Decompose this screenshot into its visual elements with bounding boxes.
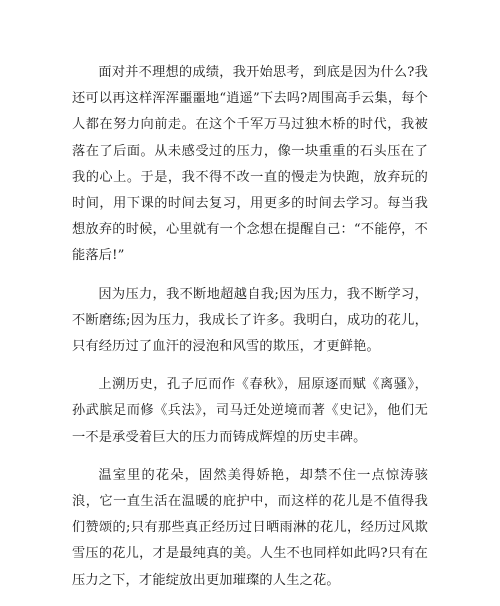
document-body [72,60,428,606]
paragraph-3: 上溯历史，孔子厄而作《春秋》，屈原逐而赋《离骚》，孙武膑足而修《兵法》，司马迁处逆境而著《史记》，他们无一不是承受着巨大的压力而铸成辉煌的历史丰碑。 [72,377,428,445]
paragraph-1: 面对并不理想的成绩，我开始思考，到底是因为什么?我还可以再这样浑浑噩噩地“逍遥”下去吗?周围高手云集，每个人都在努力向前走。在这个千军万马过独木桥的时代，我被落在了后面。从未感受过的压力，像一块重重的石头压在了我的心上。于是，我不得不改一直的慢走为快跑，放弃玩的时间，用下课的时间去复习，用更多的时间去学习。每当我想放弃的时候，心里就有一个念想在提醒自己：“不能停，不能落后!” [72,65,428,264]
paragraph-2: 因为压力，我不断地超越自我;因为压力，我不断学习，不断磨练;因为压力，我成长了许多。我明白，成功的花儿，只有经历过了血汗的浸泡和风雪的欺压，才更鲜艳。 [72,286,428,355]
paragraph-4: 温室里的花朵，固然美得娇艳，却禁不住一点惊涛骇浪，它一直生活在温暖的庇护中，而这样的花儿是不值得我们赞颂的;只有那些真正经历过日晒雨淋的花儿，经历过风欺雪压的花儿，才是最纯真的美。人生不也同样如此吗?只有在压力之下，才能绽放出更加璀璨的人生之花。 [72,467,428,588]
